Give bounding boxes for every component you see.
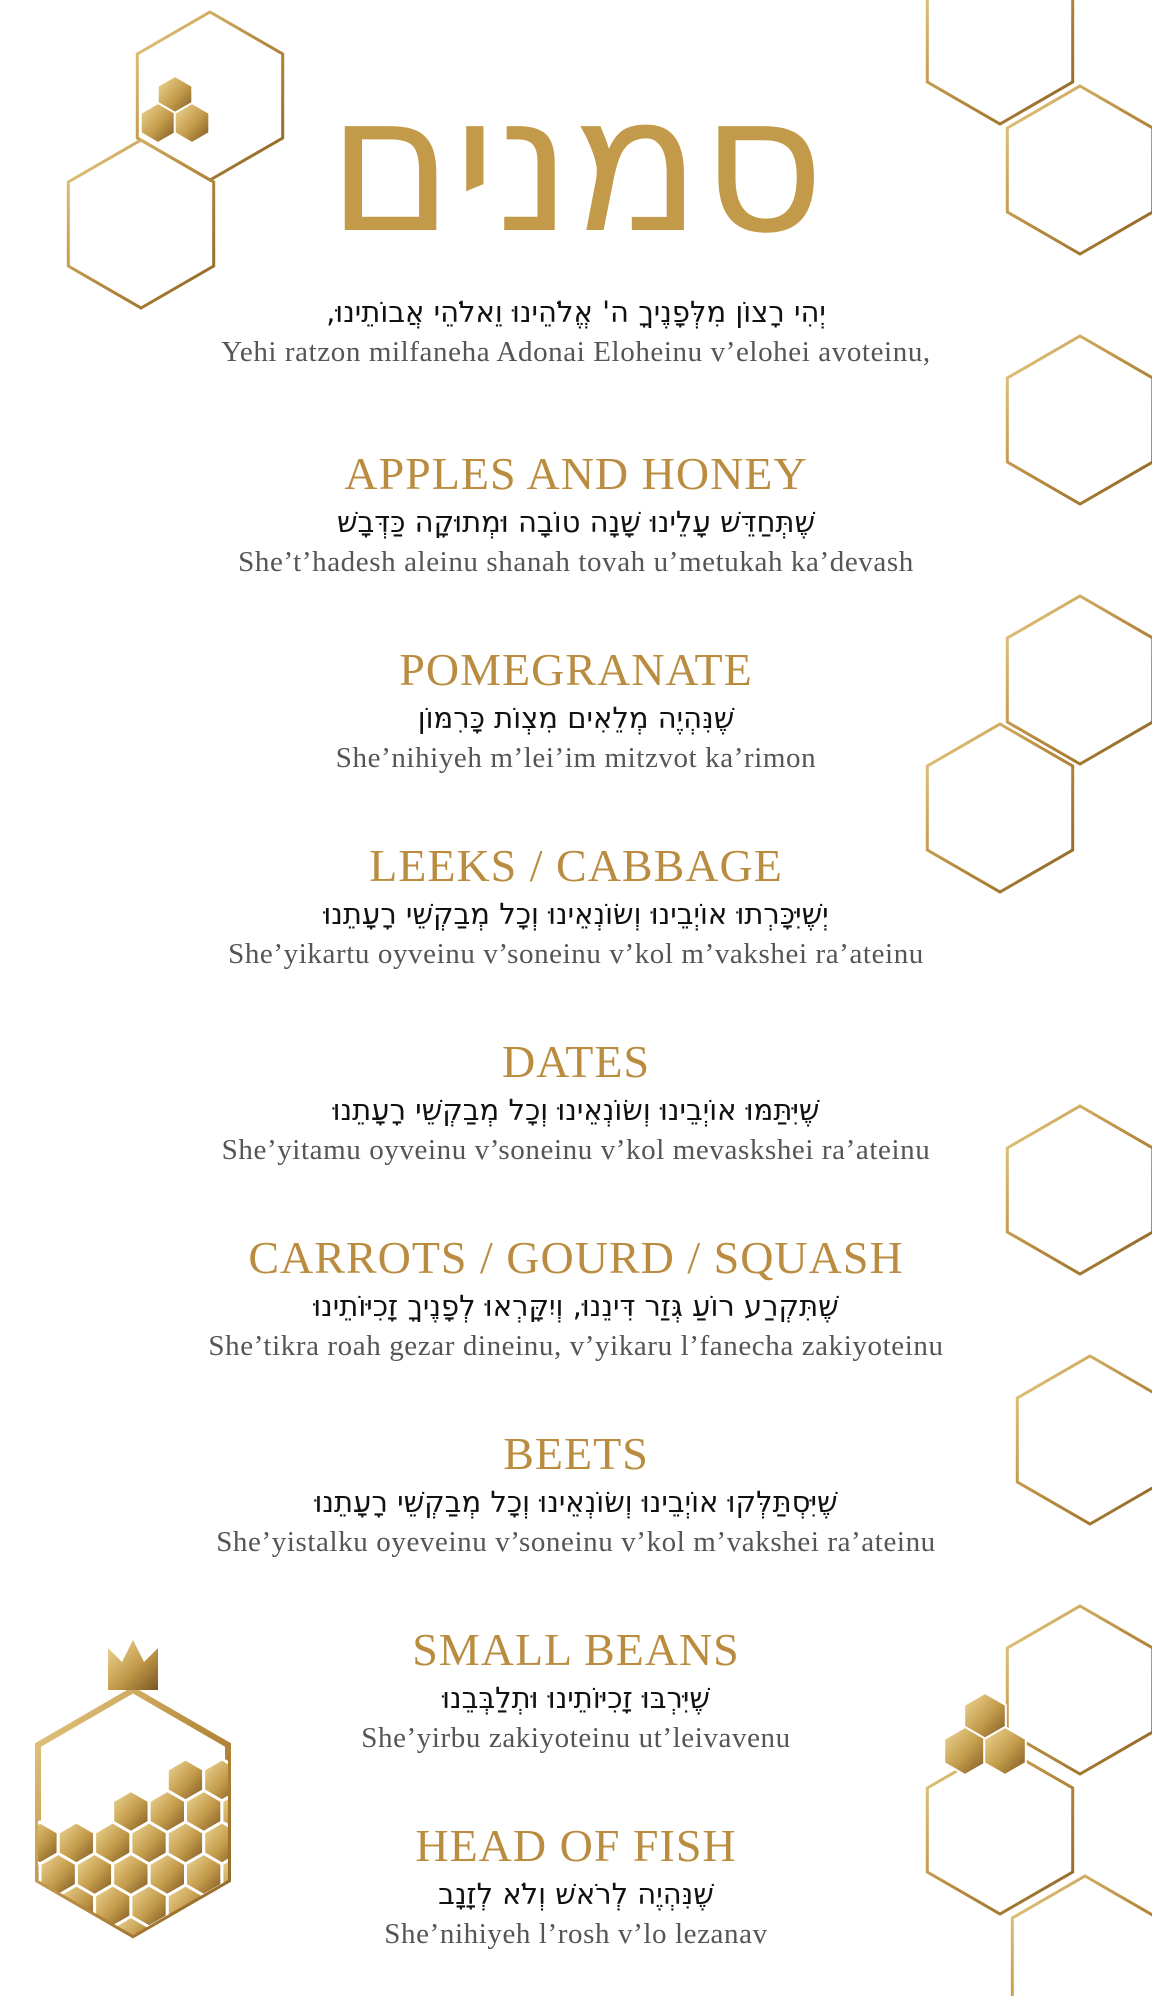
intro-transliteration: Yehi ratzon milfaneha Adonai Eloheinu v’elohei avoteinu, [221,336,931,368]
siman-heading: SMALL BEANS [412,1624,740,1675]
siman-heading: CARROTS / GOURD / SQUASH [248,1232,904,1283]
siman-hebrew: שֶׁתְּחַדֵּשׁ עָלֵינוּ שָׁנָה טוֹבָה וּמְתוּקָה כַּדְּבָשׁ [336,505,816,539]
siman-heading: LEEKS / CABBAGE [369,840,783,891]
siman-hebrew: שֶׁתִּקְרַע רוֹעַ גְּזַר דִּינֵנוּ, וְיִקָּרְאוּ לְפָנֶיךָ זָכִיּוֹתֵינוּ [313,1289,839,1323]
siman-section [100,1034,1052,1170]
siman-section [100,1622,1052,1758]
siman-heading: HEAD OF FISH [415,1820,737,1871]
siman-section [100,1818,1052,1954]
siman-transliteration: She’nihiyeh m’lei’im mitzvot ka’rimon [335,742,817,774]
siman-heading: BEETS [503,1428,649,1479]
siman-hebrew: שֶׁנִּהְיֶה מְלֵאִים מִצְוֹת כָּרִמּוֹן [417,701,735,735]
page-title: סמנים [327,54,825,275]
siman-transliteration: She’yistalku oyeveinu v’soneinu v’kol m’vakshei ra’ateinu [216,1526,936,1558]
intro-hebrew: יְהִי רָצוֹן מִלְּפָנֶיךָ ה' אֱלֹהֵינוּ וֵאלֹהֵי אֲבוֹתֵינוּ, [326,295,826,329]
siman-heading: DATES [501,1036,651,1087]
siman-hebrew: יְשֶׁיִּכָּרְתוּ אוֹיְבֵינוּ וְשׂוֹנְאֵינוּ וְכָל מְבַקְשֵׁי רָעָתֵנוּ [323,897,829,931]
siman-section [100,838,1052,974]
siman-section [100,446,1052,582]
siman-transliteration: She’yirbu zakiyoteinu ut’leivavenu [361,1722,791,1754]
siman-hebrew: שֶׁיִּתַּמּוּ אוֹיְבֵינוּ וְשׂוֹנְאֵינוּ וְכָל מְבַקְשֵׁי רָעָתֵנוּ [332,1093,820,1127]
siman-hebrew: שֶׁנִּהְיֶה לְרֹאשׁ וְלֹא לְזָנָב [438,1877,714,1911]
siman-transliteration: She’yitamu oyveinu v’soneinu v’kol mevaskshei ra’ateinu [221,1134,931,1166]
siman-section [100,1426,1052,1562]
intro-blessing [130,292,1022,372]
siman-hebrew: שֶׁיִּרְבּוּ זָכִיּוֹתֵינוּ וּתְלַבְּבֵנוּ [442,1681,710,1715]
siman-transliteration: She’t’hadesh aleinu shanah tovah u’metukah ka’devash [238,546,914,578]
siman-section [100,1230,1052,1366]
siman-transliteration: She’tikra roah gezar dineinu, v’yikaru l’fanecha zakiyoteinu [208,1330,944,1362]
siman-section [100,642,1052,778]
siman-heading: POMEGRANATE [399,644,753,695]
siman-heading: APPLES AND HONEY [344,448,808,499]
siman-hebrew: שֶׁיִּסְתַּלְּקוּ אוֹיְבֵינוּ וְשׂוֹנְאֵינוּ וְכָל מְבַקְשֵׁי רָעָתֵנוּ [314,1485,838,1519]
siman-transliteration: She’yikartu oyveinu v’soneinu v’kol m’vakshei ra’ateinu [228,938,924,970]
siman-transliteration: She’nihiyeh l’rosh v’lo lezanav [384,1918,768,1950]
